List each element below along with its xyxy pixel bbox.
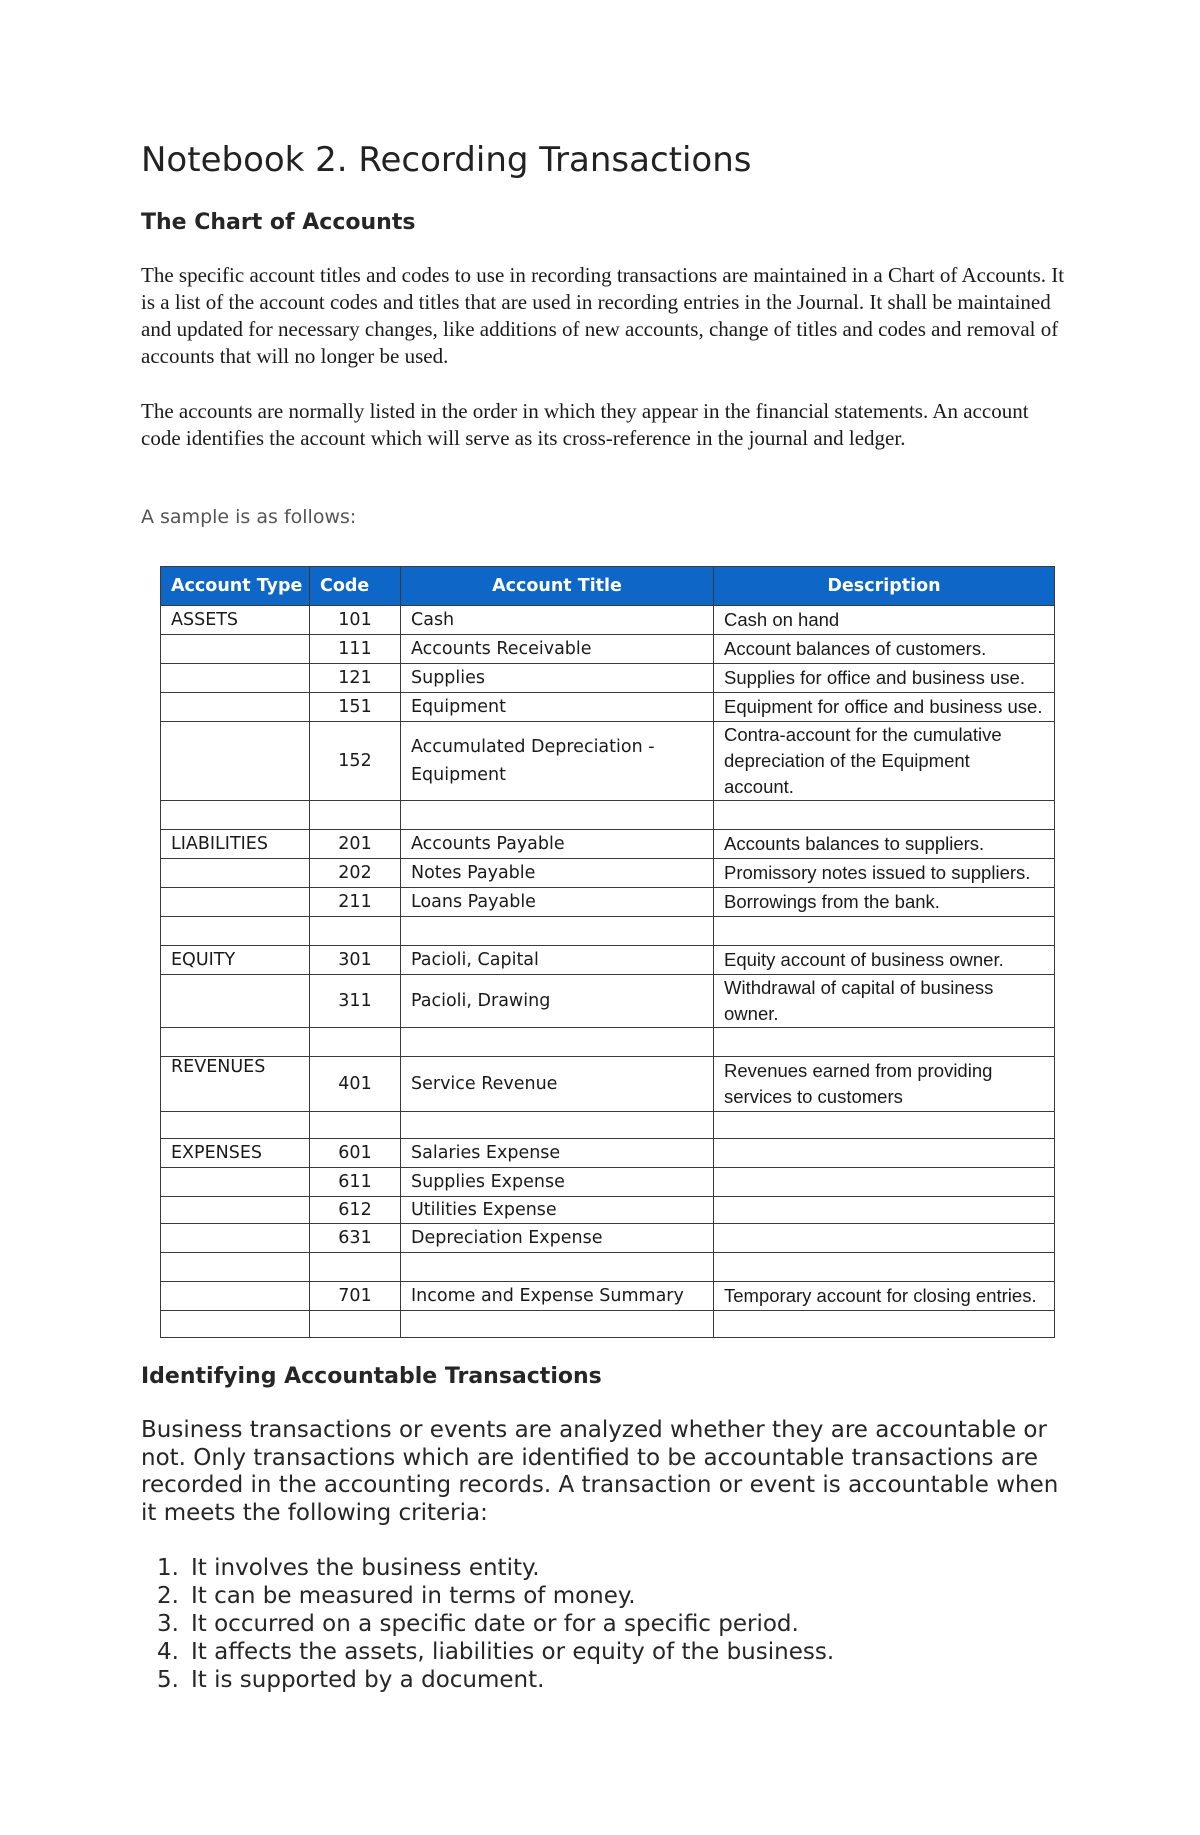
- description-cell: [714, 1112, 1055, 1139]
- chart-paragraph-2: The accounts are normally listed in the order in which they appear in the financial statements. An account code identifies the account which will serve as its cross-reference in the journal and ledger.: [141, 399, 1029, 450]
- chart-of-accounts-heading: The Chart of Accounts: [141, 210, 416, 235]
- list-item: [141, 1554, 1071, 1582]
- description-cell: Promissory notes issued to suppliers.: [714, 859, 1055, 888]
- code-cell: 401: [310, 1057, 401, 1112]
- title-cell: [401, 1112, 714, 1139]
- account-type-cell: REVENUES: [161, 1057, 310, 1112]
- list-item: [141, 1610, 1071, 1638]
- criteria-list: [141, 1554, 1071, 1694]
- account-type-cell: [161, 1028, 310, 1057]
- table-row: [161, 606, 1055, 635]
- account-type-cell: [161, 1253, 310, 1282]
- description-cell: [714, 1253, 1055, 1282]
- code-cell: [310, 917, 401, 946]
- list-item-text: It can be measured in terms of money.: [191, 1583, 636, 1609]
- document-title: Notebook 2. Recording Transactions: [141, 140, 752, 180]
- table-row: [161, 1057, 1055, 1112]
- code-cell: 612: [310, 1197, 401, 1224]
- code-cell: 301: [310, 946, 401, 975]
- title-cell: [401, 1253, 714, 1282]
- account-type-cell: [161, 801, 310, 830]
- title-cell: Accumulated Depreciation - Equipment: [401, 722, 714, 801]
- account-type-cell: [161, 635, 310, 664]
- title-cell: [401, 1028, 714, 1057]
- account-type-cell: [161, 1282, 310, 1311]
- code-cell: [310, 1028, 401, 1057]
- list-item-text: It occurred on a specific date or for a specific period.: [191, 1611, 799, 1637]
- description-cell: Revenues earned from providing services to customers: [714, 1057, 1055, 1112]
- description-cell: Equity account of business owner.: [714, 946, 1055, 975]
- table-row: [161, 1224, 1055, 1253]
- code-cell: 211: [310, 888, 401, 917]
- account-type-cell: [161, 975, 310, 1028]
- description-cell: Temporary account for closing entries.: [714, 1282, 1055, 1311]
- description-cell: Borrowings from the bank.: [714, 888, 1055, 917]
- table-row: [161, 975, 1055, 1028]
- title-cell: Pacioli, Drawing: [401, 975, 714, 1028]
- table-row: [161, 1112, 1055, 1139]
- header-code: Code: [310, 567, 401, 606]
- code-cell: 121: [310, 664, 401, 693]
- code-cell: 201: [310, 830, 401, 859]
- account-type-cell: [161, 859, 310, 888]
- chart-paragraph-1: The specific account titles and codes to use in recording transactions are maintained in a Chart of Accounts. It is a list of the account codes and titles that are used in recording entries in the Journal. It shall be maintained and updated for necessary changes, like additions of new accounts, change of titles and codes and removal of accounts that will no longer be used.: [141, 263, 1065, 368]
- identifying-heading: Identifying Accountable Transactions: [141, 1364, 602, 1389]
- code-cell: 311: [310, 975, 401, 1028]
- list-item-number: 1.: [157, 1555, 179, 1581]
- code-cell: 111: [310, 635, 401, 664]
- description-cell: [714, 1224, 1055, 1253]
- table-row: [161, 801, 1055, 830]
- description-cell: [714, 1139, 1055, 1168]
- description-cell: Accounts balances to suppliers.: [714, 830, 1055, 859]
- code-cell: 701: [310, 1282, 401, 1311]
- table-row: [161, 1253, 1055, 1282]
- list-item-number: 5.: [157, 1667, 179, 1693]
- table-row: [161, 946, 1055, 975]
- description-cell: Contra-account for the cumulative depreciation of the Equipment account.: [714, 722, 1055, 801]
- account-type-cell: EXPENSES: [161, 1139, 310, 1168]
- title-cell: Salaries Expense: [401, 1139, 714, 1168]
- table-row: [161, 859, 1055, 888]
- table-header-row: [161, 567, 1055, 606]
- list-item-number: 2.: [157, 1583, 179, 1609]
- chart-of-accounts-table: [160, 566, 1055, 1338]
- title-cell: [401, 917, 714, 946]
- table-row: [161, 888, 1055, 917]
- list-item-number: 4.: [157, 1639, 179, 1665]
- table-row: [161, 1139, 1055, 1168]
- table-row: [161, 1168, 1055, 1197]
- description-cell: [714, 1168, 1055, 1197]
- account-type-cell: [161, 1168, 310, 1197]
- title-cell: Service Revenue: [401, 1057, 714, 1112]
- table-row: [161, 1282, 1055, 1311]
- list-item: [141, 1666, 1071, 1694]
- description-cell: [714, 917, 1055, 946]
- list-item-text: It involves the business entity.: [191, 1555, 540, 1581]
- description-cell: Equipment for office and business use.: [714, 693, 1055, 722]
- description-cell: [714, 801, 1055, 830]
- table-row: [161, 664, 1055, 693]
- description-cell: Cash on hand: [714, 606, 1055, 635]
- account-type-cell: [161, 722, 310, 801]
- code-cell: 151: [310, 693, 401, 722]
- header-account-title: Account Title: [401, 567, 714, 606]
- account-type-cell: [161, 1197, 310, 1224]
- sample-label: A sample is as follows:: [141, 506, 357, 528]
- title-cell: Pacioli, Capital: [401, 946, 714, 975]
- title-cell: Cash: [401, 606, 714, 635]
- table-row: [161, 1028, 1055, 1057]
- title-cell: Loans Payable: [401, 888, 714, 917]
- code-cell: 152: [310, 722, 401, 801]
- account-type-cell: [161, 693, 310, 722]
- title-cell: Accounts Payable: [401, 830, 714, 859]
- title-cell: Depreciation Expense: [401, 1224, 714, 1253]
- table-row: [161, 722, 1055, 801]
- account-type-cell: [161, 1112, 310, 1139]
- code-cell: 202: [310, 859, 401, 888]
- header-description: Description: [714, 567, 1055, 606]
- code-cell: [310, 1253, 401, 1282]
- account-type-cell: [161, 1311, 310, 1338]
- table-row: [161, 1311, 1055, 1338]
- description-cell: Account balances of customers.: [714, 635, 1055, 664]
- table-row: [161, 917, 1055, 946]
- code-cell: 101: [310, 606, 401, 635]
- list-item: [141, 1582, 1071, 1610]
- account-type-cell: LIABILITIES: [161, 830, 310, 859]
- account-type-cell: [161, 917, 310, 946]
- code-cell: 611: [310, 1168, 401, 1197]
- description-cell: Supplies for office and business use.: [714, 664, 1055, 693]
- title-cell: Supplies Expense: [401, 1168, 714, 1197]
- table-row: [161, 693, 1055, 722]
- title-cell: Notes Payable: [401, 859, 714, 888]
- table-row: [161, 1197, 1055, 1224]
- title-cell: Income and Expense Summary: [401, 1282, 714, 1311]
- header-account-type: Account Type: [161, 567, 310, 606]
- description-cell: [714, 1311, 1055, 1338]
- code-cell: [310, 801, 401, 830]
- title-cell: Accounts Receivable: [401, 635, 714, 664]
- account-type-cell: ASSETS: [161, 606, 310, 635]
- title-cell: Equipment: [401, 693, 714, 722]
- description-cell: [714, 1197, 1055, 1224]
- code-cell: [310, 1311, 401, 1338]
- account-type-cell: EQUITY: [161, 946, 310, 975]
- code-cell: 631: [310, 1224, 401, 1253]
- code-cell: 601: [310, 1139, 401, 1168]
- list-item-text: It affects the assets, liabilities or equity of the business.: [191, 1639, 835, 1665]
- title-cell: Utilities Expense: [401, 1197, 714, 1224]
- description-cell: Withdrawal of capital of business owner.: [714, 975, 1055, 1028]
- title-cell: Supplies: [401, 664, 714, 693]
- title-cell: [401, 801, 714, 830]
- account-type-cell: [161, 888, 310, 917]
- description-cell: [714, 1028, 1055, 1057]
- code-cell: [310, 1112, 401, 1139]
- title-cell: [401, 1311, 714, 1338]
- account-type-cell: [161, 1224, 310, 1253]
- identifying-paragraph: Business transactions or events are analyzed whether they are accountable or not. Only transactions which are identified to be accountable transactions are recorded in the accounting records. A transaction or event is accountable when it meets the following criteria:: [141, 1417, 1059, 1526]
- table-row: [161, 635, 1055, 664]
- table-row: [161, 830, 1055, 859]
- list-item: [141, 1638, 1071, 1666]
- list-item-text: It is supported by a document.: [191, 1667, 545, 1693]
- account-type-cell: [161, 664, 310, 693]
- list-item-number: 3.: [157, 1611, 179, 1637]
